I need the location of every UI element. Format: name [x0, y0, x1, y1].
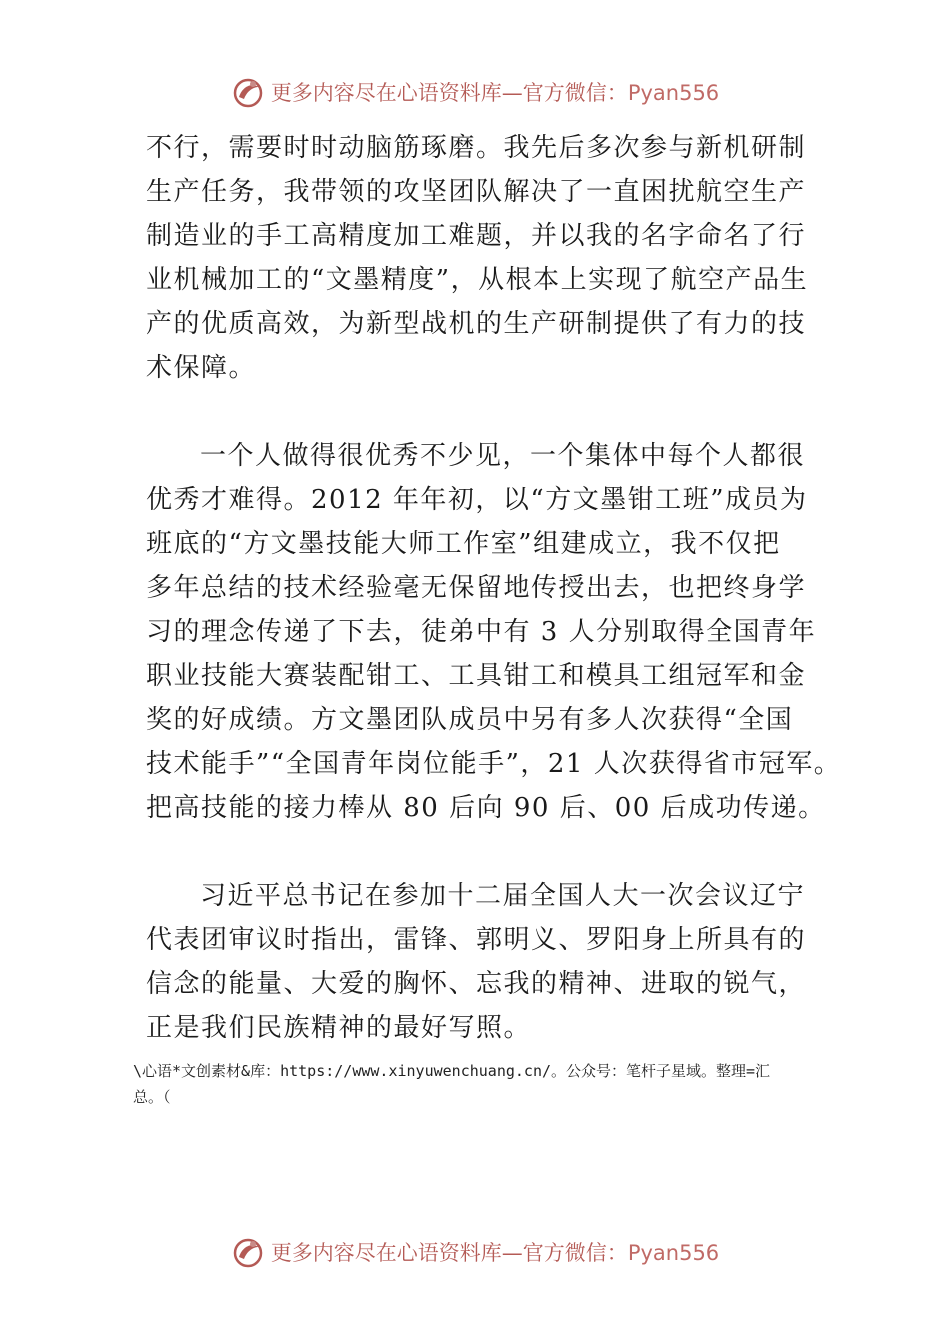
logo-icon: [231, 1235, 265, 1269]
text-line: 把高技能的接力棒从 80 后向 90 后、00 后成功传递。: [146, 793, 826, 823]
banner-text: [271, 1237, 719, 1267]
text-line: 一个人做得很优秀不少见，一个集体中每个人都很: [200, 441, 806, 471]
text-line: 正是我们民族精神的最好写照。: [146, 1013, 532, 1043]
text-line: 班底的“方文墨技能大师工作室”组建成立，我不仅把: [146, 529, 781, 559]
text-line: 术保障。: [146, 353, 257, 383]
text-line: 职业技能大赛装配钳工、工具钳工和模具工组冠军和金: [146, 661, 807, 691]
text-line: 业机械加工的“文墨精度”，从根本上实现了航空产品生: [146, 265, 809, 295]
source-line: \心语*文创素材&库：https://www.xinyuwenchuang.cn/。公众号：笔杆子星域。整理=汇: [133, 1062, 771, 1080]
paragraph: [146, 434, 842, 830]
text-line: 习的理念传递了下去，徒弟中有 3 人分别取得全国青年: [146, 617, 817, 647]
text-line: 不行，需要时时动脑筋琢磨。我先后多次参与新机研制: [146, 133, 807, 163]
banner-label: 更多内容尽在心语资料库—官方微信：: [270, 81, 628, 105]
text-line: 制造业的手工高精度加工难题，并以我的名字命名了行: [146, 221, 807, 251]
source-note: [133, 1058, 833, 1110]
text-line: 代表团审议时指出，雷锋、郭明义、罗阳身上所具有的: [146, 925, 807, 955]
document-body: [146, 126, 842, 1050]
text-line: 多年总结的技术经验毫无保留地传授出去，也把终身学: [146, 573, 807, 603]
banner-text: [271, 77, 719, 107]
source-line: 总。（: [133, 1088, 171, 1106]
logo-icon: [231, 75, 265, 109]
header-banner: [0, 72, 950, 112]
text-line: 信念的能量、大爱的胸怀、忘我的精神、进取的锐气，: [146, 969, 807, 999]
banner-wechat-id: Pyan556: [627, 1241, 720, 1265]
banner-wechat-id: Pyan556: [627, 81, 720, 105]
banner-label: 更多内容尽在心语资料库—官方微信：: [270, 1241, 628, 1265]
text-line: 习近平总书记在参加十二届全国人大一次会议辽宁: [200, 881, 806, 911]
paragraph: [146, 874, 826, 1050]
text-line: 技术能手”“全国青年岗位能手”，21 人次获得省市冠军。: [146, 749, 842, 779]
text-line: 生产任务，我带领的攻坚团队解决了一直困扰航空生产: [146, 177, 807, 207]
paragraph: [146, 126, 826, 390]
footer-banner: [0, 1232, 950, 1272]
text-line: 奖的好成绩。方文墨团队成员中另有多人次获得“全国: [146, 705, 794, 735]
text-line: 产的优质高效，为新型战机的生产研制提供了有力的技: [146, 309, 807, 339]
text-line: 优秀才难得。2012 年年初，以“方文墨钳工班”成员为: [146, 485, 808, 515]
